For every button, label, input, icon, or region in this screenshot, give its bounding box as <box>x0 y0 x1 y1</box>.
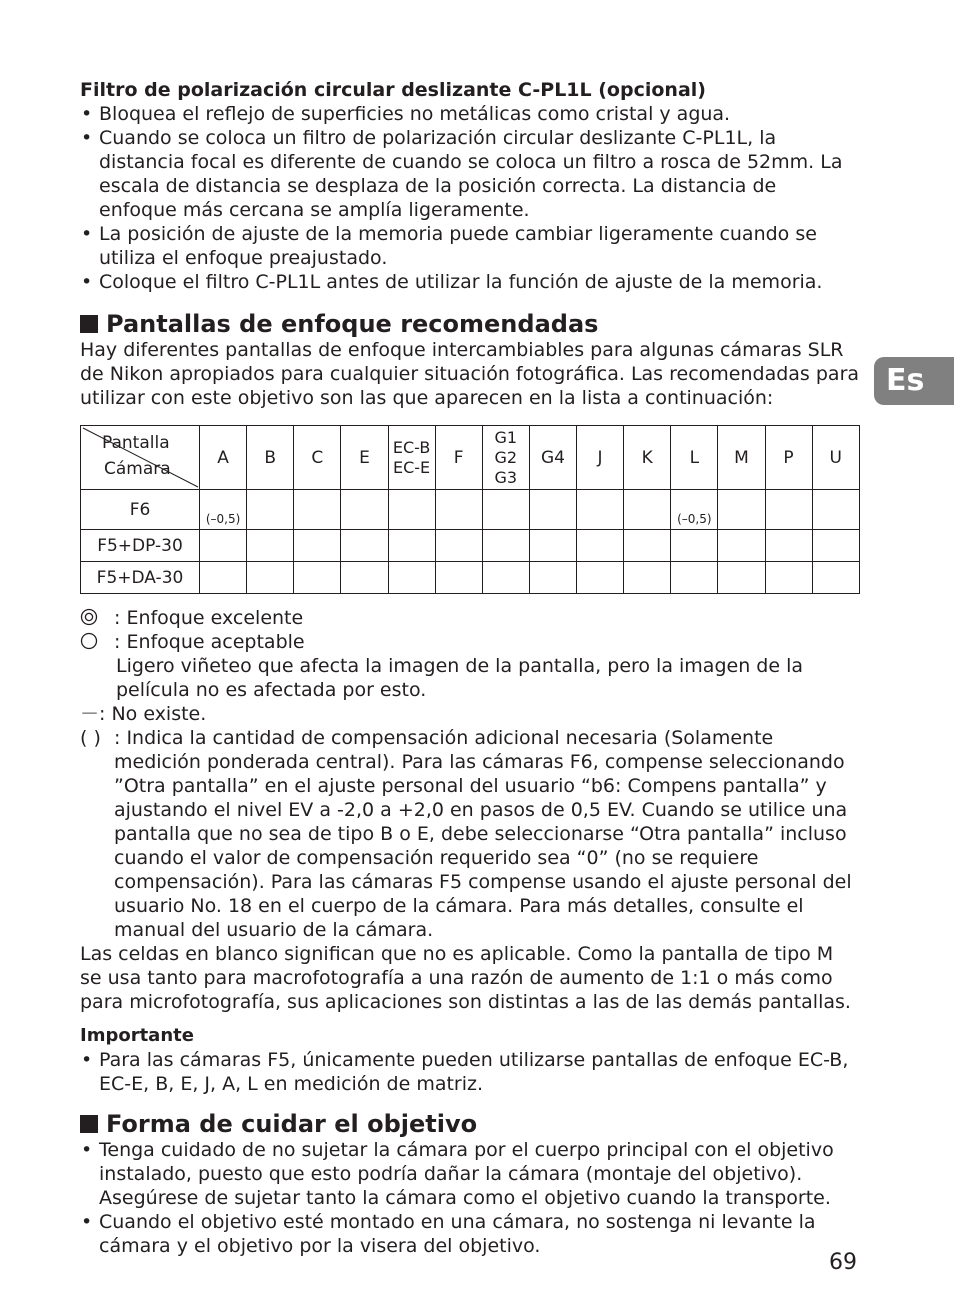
polarizer-heading: Filtro de polarización circular deslizante C-PL1L (opcional) <box>80 79 706 101</box>
list-item: • Cuando el objetivo esté montado en una cámara, no sostenga ni levante la cámara y el objetivo por la visera del objetivo. <box>80 1210 860 1258</box>
table-cell <box>624 530 671 562</box>
corner-label-camera: Cámara <box>104 459 171 479</box>
table-cell <box>482 490 529 530</box>
table-cell <box>765 562 812 594</box>
camera-cell: F5+DA-30 <box>81 562 200 594</box>
list-item: • Para las cámaras F5, únicamente pueden utilizarse pantallas de enfoque EC-B, EC-E, B, E, J, A, L en medición de matriz. <box>80 1048 860 1096</box>
table-cell <box>624 490 671 530</box>
column-header: C <box>294 426 341 490</box>
column-header: F <box>435 426 482 490</box>
page-content <box>80 78 860 1258</box>
legend-text: : No existe. <box>99 703 207 725</box>
list-item: • Cuando se coloca un filtro de polarización circular deslizante C-PL1L, la distancia focal es diferente de cuando se coloca un filtro a rosca de 52mm. La escala de distancia se desplaza de la posición correcta. La distancia de enfoque más cercana se amplía ligeramente. <box>80 126 860 222</box>
table-cell <box>577 530 624 562</box>
column-header: J <box>577 426 624 490</box>
column-header: M <box>718 426 765 490</box>
screens-heading-text: Pantallas de enfoque recomendadas <box>106 310 599 338</box>
column-header: K <box>624 426 671 490</box>
legend-item <box>80 726 860 942</box>
section-square-icon <box>80 315 98 333</box>
legend-symbol <box>80 630 116 654</box>
legend-symbol: － <box>80 703 100 725</box>
list-item: • Tenga cuidado de no sujetar la cámara por el cuerpo principal con el objetivo instalado, puesto que esto podría dañar la cámara (montaje del objetivo). Asegúrese de sujetar tanto la cámara como el objetivo cuando la transporte. <box>80 1138 860 1210</box>
table-row <box>81 562 860 594</box>
corner-header <box>81 426 200 490</box>
screens-heading <box>80 310 860 338</box>
column-header: U <box>812 426 859 490</box>
table-cell <box>294 562 341 594</box>
table-header-row <box>81 426 860 490</box>
camera-cell: F5+DP-30 <box>81 530 200 562</box>
table-cell <box>718 530 765 562</box>
section-square-icon <box>80 1115 98 1133</box>
table-cell: (–0,5) <box>200 490 247 530</box>
table-cell <box>200 562 247 594</box>
table-cell <box>341 490 388 530</box>
table-cell <box>341 530 388 562</box>
table-cell <box>812 562 859 594</box>
table-cell <box>435 490 482 530</box>
list-item: • La posición de ajuste de la memoria puede cambiar ligeramente cuando se utiliza el enfoque preajustado. <box>80 222 860 270</box>
table-cell <box>671 562 718 594</box>
legend-item <box>80 654 860 702</box>
camera-cell: F6 <box>81 490 200 530</box>
table-cell <box>765 490 812 530</box>
table-cell <box>812 530 859 562</box>
table-cell <box>529 562 576 594</box>
table-cell <box>247 530 294 562</box>
table-cell <box>388 490 435 530</box>
table-cell <box>247 490 294 530</box>
table-cell <box>718 490 765 530</box>
table-cell <box>529 490 576 530</box>
column-header: G1 G2 G3 <box>482 426 529 490</box>
circle-icon <box>80 632 98 650</box>
column-header: EC-B EC-E <box>388 426 435 490</box>
table-cell <box>341 562 388 594</box>
care-heading-text: Forma de cuidar el objetivo <box>106 1110 478 1138</box>
important-list <box>80 1048 860 1096</box>
legend-symbol <box>80 606 116 630</box>
column-header: E <box>341 426 388 490</box>
blank-cells-note: Las celdas en blanco significan que no es aplicable. Como la pantalla de tipo M se usa tanto para macrofotografía a una razón de aumento de 1:1 o más como para microfotografía, sus aplicaciones son distintas a las de las demás pantallas. <box>80 943 851 1013</box>
column-header: A <box>200 426 247 490</box>
table-cell <box>529 530 576 562</box>
legend-note: Ligero viñeteo que afecta la imagen de la pantalla, pero la imagen de la película no es afectada por esto. <box>116 655 803 701</box>
table-cell <box>388 562 435 594</box>
table-cell <box>294 490 341 530</box>
care-heading <box>80 1110 860 1138</box>
legend-text: : Enfoque excelente <box>114 607 304 629</box>
table-cell <box>435 530 482 562</box>
care-list <box>80 1138 860 1258</box>
legend-item <box>80 630 860 654</box>
table-cell <box>388 530 435 562</box>
focusing-screens-table <box>80 425 860 594</box>
table-cell <box>200 530 247 562</box>
table-cell <box>765 530 812 562</box>
column-header: G4 <box>529 426 576 490</box>
column-header: P <box>765 426 812 490</box>
table-cell <box>435 562 482 594</box>
legend <box>80 606 860 942</box>
table-cell <box>671 530 718 562</box>
legend-item <box>80 606 860 630</box>
table-cell <box>577 562 624 594</box>
polarizer-list <box>80 102 860 294</box>
corner-label-screen: Pantalla <box>102 433 170 453</box>
double-circle-icon <box>80 608 98 626</box>
table-row <box>81 530 860 562</box>
table-cell <box>482 562 529 594</box>
table-cell <box>294 530 341 562</box>
language-tab: Es <box>874 357 954 405</box>
list-item: • Bloquea el reflejo de superficies no metálicas como cristal y agua. <box>80 102 860 126</box>
page-number: 69 <box>829 1250 857 1275</box>
table-cell <box>577 490 624 530</box>
table-cell <box>482 530 529 562</box>
important-heading: Importante <box>80 1025 194 1046</box>
table-cell <box>718 562 765 594</box>
legend-text: : Indica la cantidad de compensación adicional necesaria (Solamente medición ponderada central). Para las cámaras F6, compense seleccionando ”Otra pantalla” en el ajuste personal del usuario “b6: Compens pantalla” y ajustando el nivel EV a -2,0 a +2,0 en pasos de 0,5 EV. Cuando se utilice una pantalla que no sea de tipo B o E, debe seleccionarse “Otra pantalla” incluso cuando el valor de compensación requerido sea “0” (no se requiere compensación). Para las cámaras F5 compense usando el ajuste personal del usuario No. 18 en el cuerpo de la cámara. Para más detalles, consulte el manual del usuario de la cámara. <box>114 727 852 941</box>
table-cell <box>812 490 859 530</box>
column-header: L <box>671 426 718 490</box>
legend-text: : Enfoque aceptable <box>114 631 305 653</box>
legend-item <box>80 702 860 726</box>
table-cell <box>624 562 671 594</box>
table-cell: (–0,5) <box>671 490 718 530</box>
column-header: B <box>247 426 294 490</box>
screens-intro: Hay diferentes pantallas de enfoque intercambiables para algunas cámaras SLR de Nikon apropiados para cualquier situación fotográfica. Las recomendadas para utilizar con este objetivo son las que aparecen en la lista a continuación: <box>80 339 860 409</box>
table-row <box>81 490 860 530</box>
legend-symbol: ( ) <box>80 727 101 749</box>
list-item: • Coloque el filtro C-PL1L antes de utilizar la función de ajuste de la memoria. <box>80 270 860 294</box>
table-cell <box>247 562 294 594</box>
